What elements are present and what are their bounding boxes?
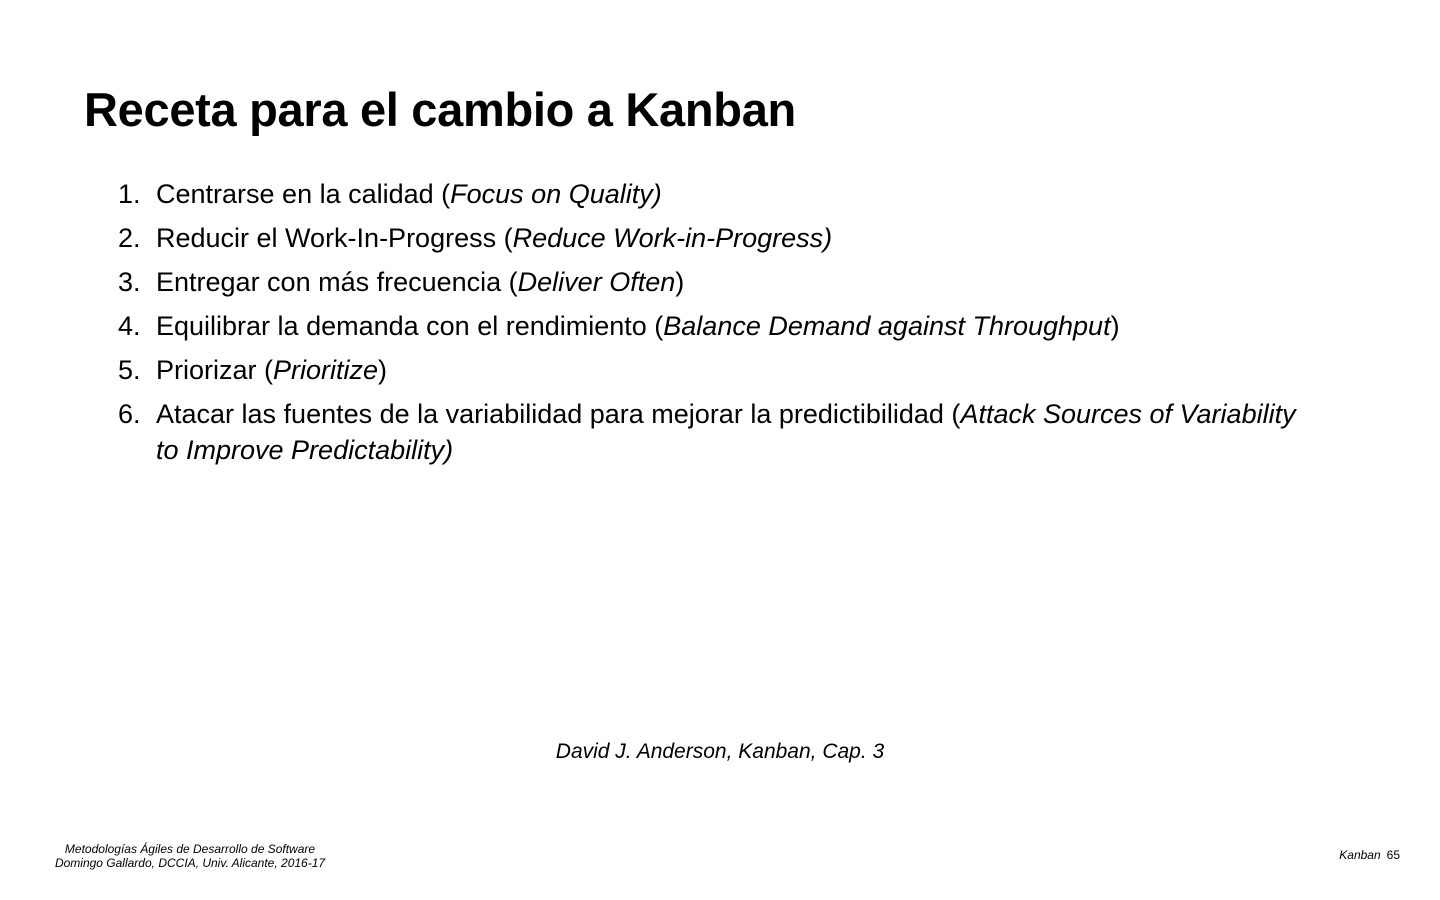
footer-credits bbox=[30, 842, 350, 870]
step-number: 2. bbox=[118, 223, 141, 253]
step-english-text: Balance Demand against Throughput bbox=[663, 311, 1111, 341]
step-spanish-text: Priorizar ( bbox=[156, 355, 274, 385]
step-number: 6. bbox=[118, 399, 141, 429]
step-number: 4. bbox=[118, 311, 141, 341]
step-english-text: Reduce Work-in-Progress) bbox=[512, 223, 833, 253]
step-text bbox=[156, 352, 1318, 388]
step-spanish-text: Atacar las fuentes de la variabilidad para mejorar la predictibilidad ( bbox=[156, 399, 961, 429]
step-spanish-text: Centrarse en la calidad ( bbox=[156, 179, 451, 209]
step-english-text: Attack Sources of Variability to Improve Predictability) bbox=[156, 399, 1296, 465]
step-text bbox=[156, 308, 1318, 344]
step-text bbox=[156, 220, 1318, 256]
footer-section: Kanban bbox=[1339, 848, 1381, 862]
step-closing: ) bbox=[1110, 311, 1120, 341]
step-text bbox=[156, 396, 1318, 468]
step-text bbox=[156, 176, 1318, 212]
step-spanish-text: Equilibrar la demanda con el rendimiento ( bbox=[156, 311, 664, 341]
step-spanish-text: Reducir el Work-In-Progress ( bbox=[156, 223, 513, 253]
steps-list bbox=[118, 176, 1318, 476]
list-item bbox=[118, 264, 1318, 300]
page-number: 65 bbox=[1386, 848, 1400, 862]
citation: David J. Anderson, Kanban, Cap. 3 bbox=[555, 740, 885, 763]
step-english-text: Deliver Often bbox=[517, 267, 676, 297]
step-number: 5. bbox=[118, 355, 141, 385]
list-item bbox=[118, 308, 1318, 344]
list-item bbox=[118, 220, 1318, 256]
list-item bbox=[118, 396, 1318, 468]
list-item bbox=[118, 352, 1318, 388]
step-closing: ) bbox=[675, 267, 685, 297]
slide-title: Receta para el cambio a Kanban bbox=[84, 83, 796, 136]
step-text bbox=[156, 264, 1318, 300]
footer-author: Domingo Gallardo, DCCIA, Univ. Alicante, 2016-17 bbox=[54, 856, 326, 870]
step-spanish-text: Entregar con más frecuencia ( bbox=[156, 267, 518, 297]
step-number: 3. bbox=[118, 267, 141, 297]
step-number: 1. bbox=[118, 179, 141, 209]
list-item bbox=[118, 176, 1318, 212]
step-english-text: Focus on Quality) bbox=[450, 179, 662, 209]
step-closing: ) bbox=[378, 355, 388, 385]
footer-page-info bbox=[1339, 848, 1400, 862]
step-english-text: Prioritize bbox=[273, 355, 379, 385]
footer-course: Metodologías Ágiles de Desarrollo de Software bbox=[64, 842, 316, 856]
